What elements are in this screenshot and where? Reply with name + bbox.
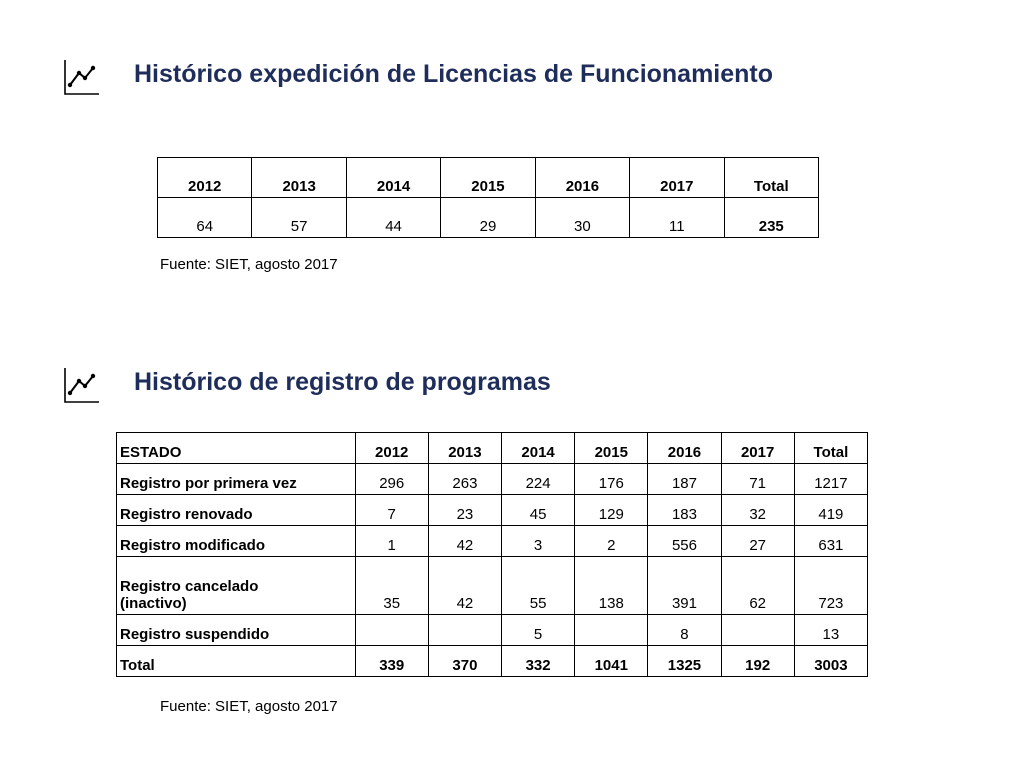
header-cell: 2014 <box>346 158 440 198</box>
table-cell <box>355 615 428 646</box>
table-cell <box>721 615 794 646</box>
header-cell: 2017 <box>630 158 724 198</box>
value-cell: 44 <box>346 198 440 238</box>
table-cell: 3 <box>502 526 575 557</box>
line-chart-icon <box>62 366 100 404</box>
section-title-programas: Histórico de registro de programas <box>134 368 551 396</box>
table-cell: 631 <box>794 526 867 557</box>
table-cell: 263 <box>428 464 501 495</box>
table-cell: 176 <box>575 464 648 495</box>
table-cell: 370 <box>428 646 501 677</box>
table-cell: 723 <box>794 557 867 615</box>
table-cell: 42 <box>428 526 501 557</box>
table-cell: 556 <box>648 526 721 557</box>
header-cell: 2015 <box>575 433 648 464</box>
table-cell: 1041 <box>575 646 648 677</box>
header-cell: 2017 <box>721 433 794 464</box>
table-cell: 1 <box>355 526 428 557</box>
source-note: Fuente: SIET, agosto 2017 <box>160 698 338 715</box>
table-cell: 8 <box>648 615 721 646</box>
programas-table <box>116 432 868 677</box>
table-cell: 71 <box>721 464 794 495</box>
table-cell: 1217 <box>794 464 867 495</box>
table-row <box>117 495 868 526</box>
table-header-row <box>117 433 868 464</box>
row-label: Registro renovado <box>117 495 356 526</box>
value-cell: 11 <box>630 198 724 238</box>
total-cell: 235 <box>724 198 818 238</box>
row-label: Total <box>117 646 356 677</box>
table-cell: 192 <box>721 646 794 677</box>
table-cell: 7 <box>355 495 428 526</box>
table-cell: 5 <box>502 615 575 646</box>
table-cell <box>428 615 501 646</box>
header-cell: 2014 <box>502 433 575 464</box>
table-cell: 1325 <box>648 646 721 677</box>
table-cell: 42 <box>428 557 501 615</box>
table-cell: 138 <box>575 557 648 615</box>
table-cell: 129 <box>575 495 648 526</box>
header-cell: 2012 <box>158 158 252 198</box>
row-label: Registro suspendido <box>117 615 356 646</box>
header-cell: ESTADO <box>117 433 356 464</box>
line-chart-icon <box>62 58 100 96</box>
table-cell: 224 <box>502 464 575 495</box>
table-row <box>158 198 819 238</box>
value-cell: 57 <box>252 198 346 238</box>
table-cell: 35 <box>355 557 428 615</box>
table-row <box>117 557 868 615</box>
table-cell: 391 <box>648 557 721 615</box>
table-cell: 187 <box>648 464 721 495</box>
header-cell: 2012 <box>355 433 428 464</box>
table-total-row <box>117 646 868 677</box>
value-cell: 64 <box>158 198 252 238</box>
table-cell: 296 <box>355 464 428 495</box>
header-cell: 2013 <box>252 158 346 198</box>
table-cell: 419 <box>794 495 867 526</box>
row-label <box>117 557 356 615</box>
table-header-row <box>158 158 819 198</box>
table-cell: 32 <box>721 495 794 526</box>
header-cell: 2016 <box>535 158 629 198</box>
table-row <box>117 464 868 495</box>
table-row <box>117 615 868 646</box>
header-cell: Total <box>724 158 818 198</box>
table-cell <box>575 615 648 646</box>
table-cell: 45 <box>502 495 575 526</box>
header-cell: 2013 <box>428 433 501 464</box>
table-cell: 3003 <box>794 646 867 677</box>
table-cell: 2 <box>575 526 648 557</box>
table-cell: 183 <box>648 495 721 526</box>
table-cell: 27 <box>721 526 794 557</box>
table-cell: 332 <box>502 646 575 677</box>
header-cell: 2015 <box>441 158 535 198</box>
row-label-line: (inactivo) <box>120 595 187 612</box>
row-label: Registro por primera vez <box>117 464 356 495</box>
value-cell: 29 <box>441 198 535 238</box>
header-cell: Total <box>794 433 867 464</box>
value-cell: 30 <box>535 198 629 238</box>
table-row <box>117 526 868 557</box>
table-cell: 13 <box>794 615 867 646</box>
table-cell: 339 <box>355 646 428 677</box>
source-note: Fuente: SIET, agosto 2017 <box>160 256 338 273</box>
header-cell: 2016 <box>648 433 721 464</box>
section-title-licencias: Histórico expedición de Licencias de Funcionamiento <box>134 60 774 88</box>
licencias-table <box>157 157 819 238</box>
row-label: Registro modificado <box>117 526 356 557</box>
table-cell: 62 <box>721 557 794 615</box>
row-label-line: Registro cancelado <box>120 578 259 595</box>
table-cell: 55 <box>502 557 575 615</box>
table-cell: 23 <box>428 495 501 526</box>
